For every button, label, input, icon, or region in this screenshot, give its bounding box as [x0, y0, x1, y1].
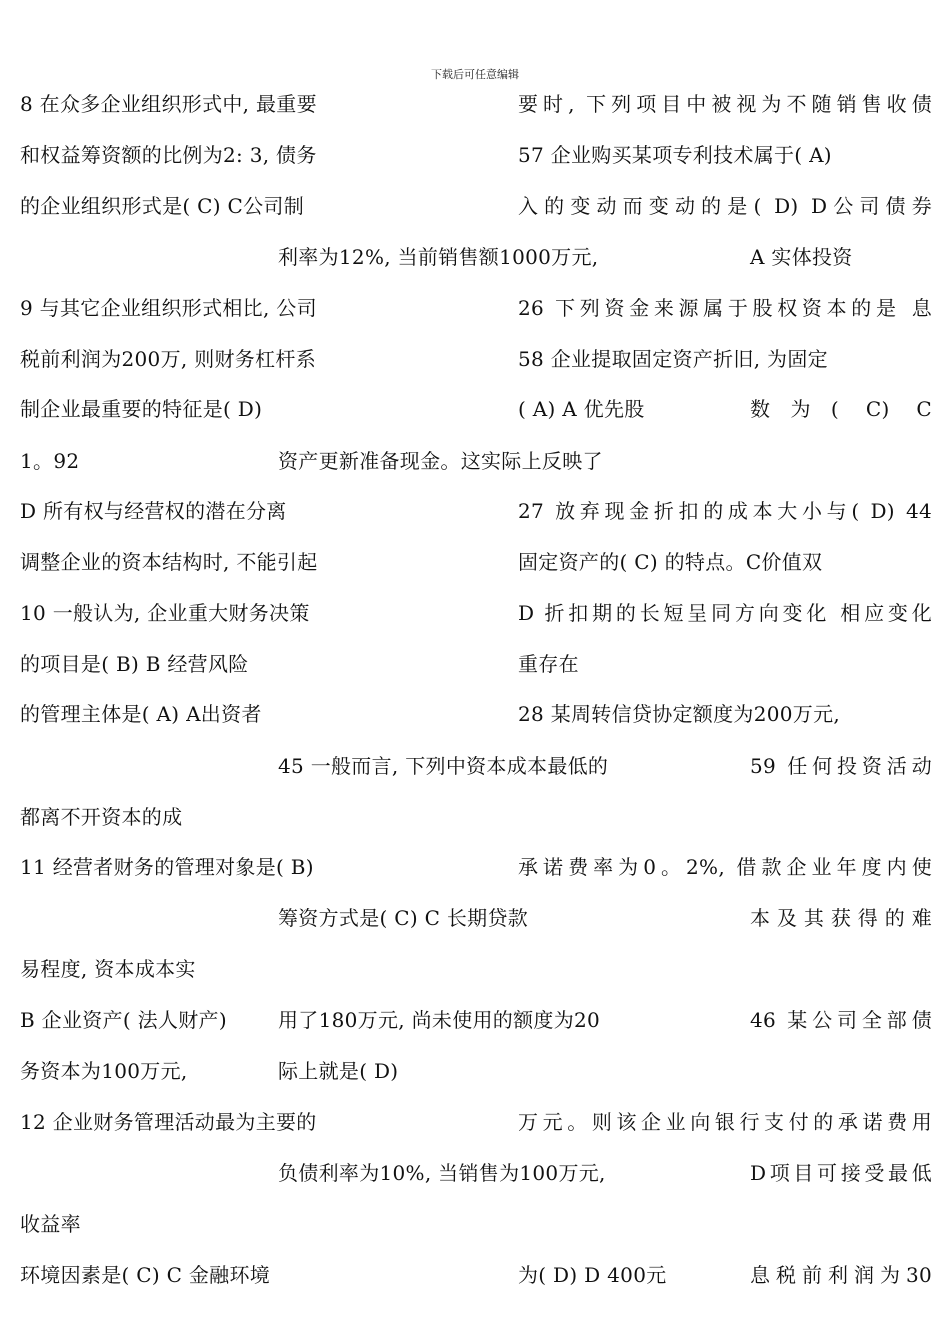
text-line: 万元。则该企业向银行支付的承诺费用 [518, 1110, 932, 1134]
text-line: ( A) A 优先股 [518, 397, 645, 421]
text-line: D 折扣期的长短呈同方向变化 相应变化 [518, 601, 932, 625]
text-line: 26 下列资金来源属于股权资本的是 息 [518, 296, 932, 320]
text-line: D项目可接受最低 [750, 1161, 932, 1185]
page-header: 下载后可任意编辑 [431, 68, 519, 81]
text-line: 际上就是( D) [278, 1059, 399, 1083]
text-line: 都离不开资本的成 [20, 805, 183, 829]
text-line: 易程度, 资本成本实 [20, 957, 196, 981]
text-line: 为( D) D 400元 [518, 1263, 667, 1287]
text-line: D 所有权与经营权的潜在分离 [20, 499, 287, 523]
text-line: 负债利率为10%, 当销售为100万元, [278, 1161, 606, 1185]
text-line: 59 任何投资活动 [750, 754, 932, 778]
text-line: 和权益筹资额的比例为2: 3, 债务 [20, 143, 317, 167]
text-line: 的管理主体是( A) A出资者 [20, 702, 262, 726]
text-line: 58 企业提取固定资产折旧, 为固定 [518, 347, 828, 371]
text-line: 务资本为100万元, [20, 1059, 188, 1083]
text-line: 环境因素是( C) C 金融环境 [20, 1263, 271, 1287]
text-line: 资产更新准备现金。这实际上反映了 [278, 449, 603, 473]
text-line: 固定资产的( C) 的特点。C价值双 [518, 550, 823, 574]
text-line: 调整企业的资本结构时, 不能引起 [20, 550, 318, 574]
text-line: 46 某公司全部债 [750, 1008, 932, 1032]
text-line: 11 经营者财务的管理对象是( B) [20, 855, 314, 879]
text-line: 本及其获得的难 [750, 906, 932, 930]
text-line: 10 一般认为, 企业重大财务决策 [20, 601, 310, 625]
text-line: 的企业组织形式是( C) C公司制 [20, 194, 305, 218]
text-line: 制企业最重要的特征是( D) [20, 397, 263, 421]
text-line: 8 在众多企业组织形式中, 最重要 [20, 92, 317, 116]
text-line: 45 一般而言, 下列中资本成本最低的 [278, 754, 609, 778]
text-line: 利率为12%, 当前销售额1000万元, [278, 245, 599, 269]
text-line: 入的变动而变动的是( D) D公司债券 [518, 194, 932, 218]
text-line: 57 企业购买某项专利技术属于( A) [518, 143, 832, 167]
text-line: 收益率 [20, 1212, 81, 1236]
text-line: 9 与其它企业组织形式相比, 公司 [20, 296, 317, 320]
text-line: 要时, 下列项目中被视为不随销售收债 [518, 92, 932, 116]
text-line: A 实体投资 [750, 245, 853, 269]
text-line: 的项目是( B) B 经营风险 [20, 652, 249, 676]
text-line: 用了180万元, 尚未使用的额度为20 [278, 1008, 601, 1032]
text-line: 税前利润为200万, 则财务杠杆系 [20, 347, 316, 371]
text-line: 1。92 [20, 449, 80, 473]
text-line: 27 放弃现金折扣的成本大小与( D) 44 [518, 499, 932, 523]
text-line: 筹资方式是( C) C 长期贷款 [278, 906, 529, 930]
text-line: 28 某周转信贷协定额度为200万元, [518, 702, 841, 726]
text-line: 重存在 [518, 652, 579, 676]
text-line: 数为( C) C [750, 397, 932, 421]
text-line: 12 企业财务管理活动最为主要的 [20, 1110, 317, 1134]
text-line: 息税前利润为30 [750, 1263, 932, 1287]
text-line: B 企业资产( 法人财产) [20, 1008, 227, 1032]
text-line: 承诺费率为0。2%, 借款企业年度内使 [518, 855, 932, 879]
